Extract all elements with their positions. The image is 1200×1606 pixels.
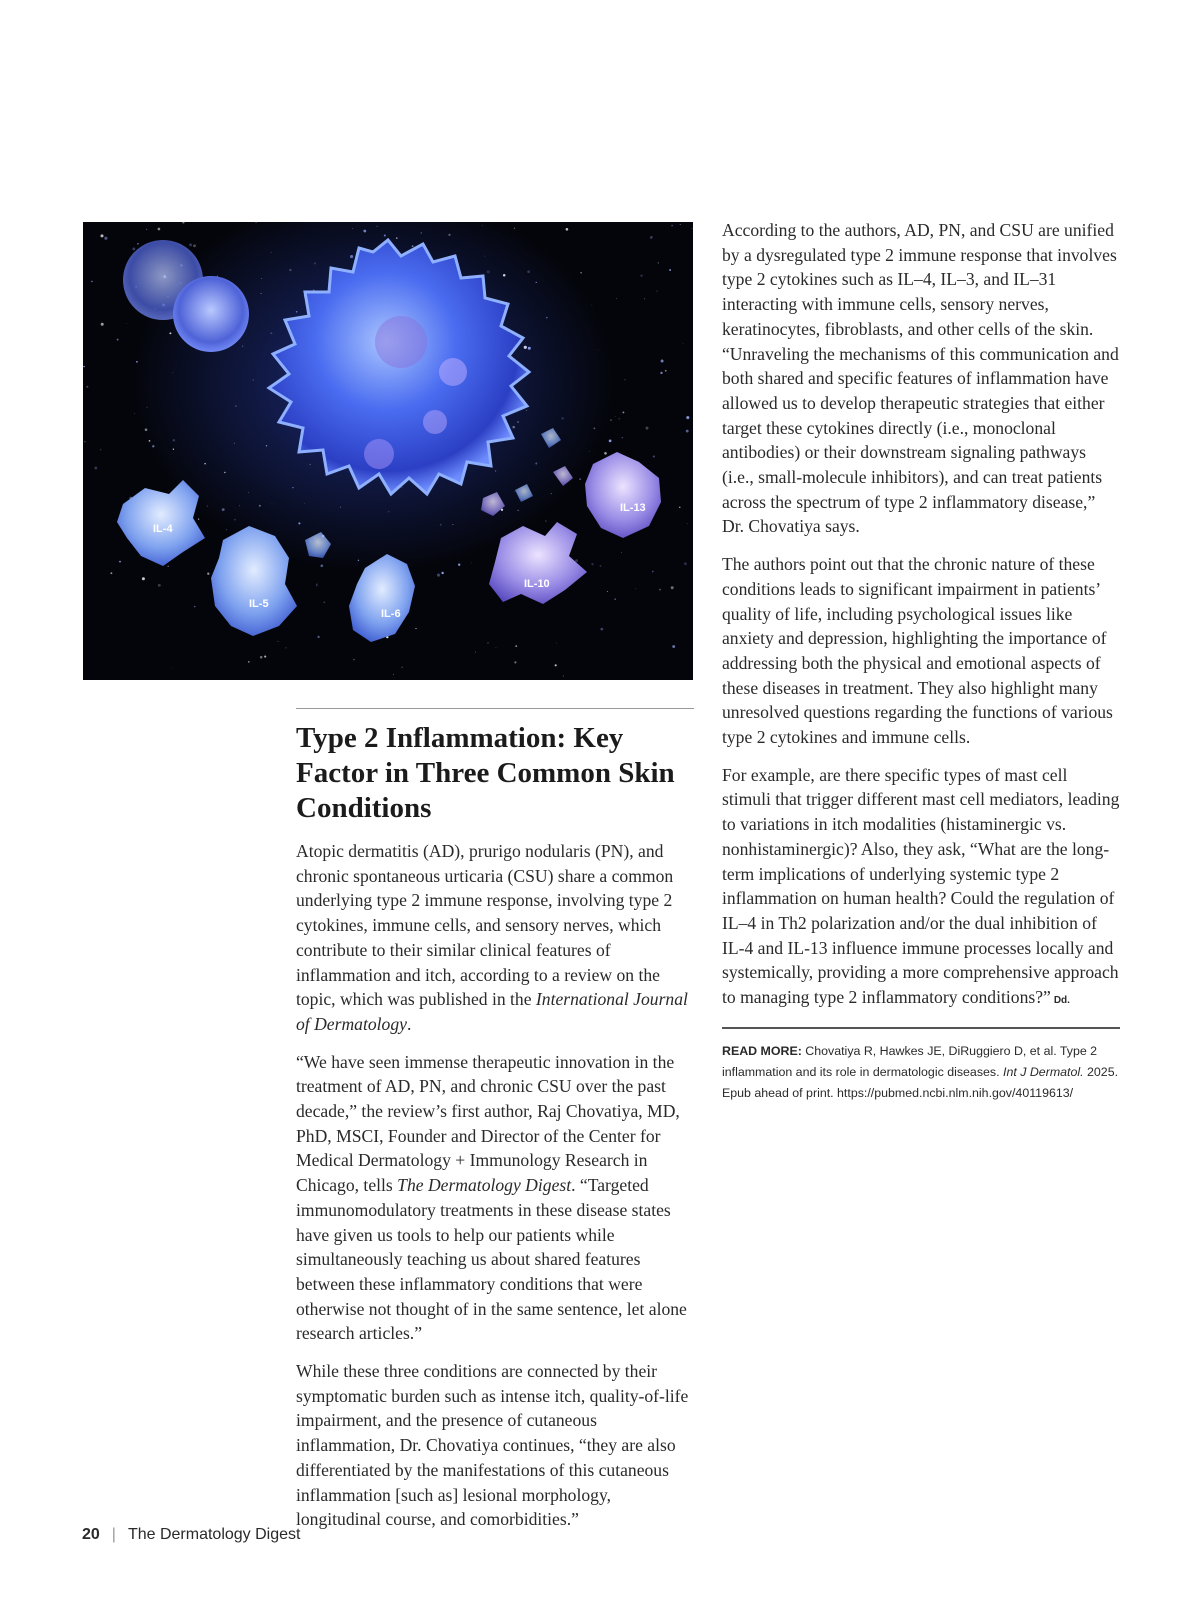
page-footer [82,1526,300,1544]
il10-label: IL-10 [524,578,550,590]
end-mark: Dd. [1053,995,1070,1007]
il4-label: IL-4 [153,523,173,535]
article-illustration [83,222,693,680]
il13-label: IL-13 [620,502,646,514]
paragraph-6: For example, are there specific types of mast cell stimuli that trigger different mast cell mediators, leading to variations in itch modalities (histaminergic vs. nonhistaminergic)? Also, they ask, “What are the long-term implications of underlying systemic type 2 inflammation on human health? Could the regulation of IL–4 in Th2 polarization and/or the dual inhibition of IL-4 and IL-13 influence immune processes locally and systemically, providing a more comprehensive approach to managing type 2 inflammatory conditions?” Dd. [722,764,1120,1008]
article-title: Type 2 Inflammation: Key Factor in Three Common Skin Conditions [296,722,675,824]
paragraph-2: “We have seen immense therapeutic innovation in the treatment of AD, PN, and chronic CSU over the past decade,” the review’s first author, Raj Chovatiya, MD, PhD, MSCI, Founder and Director of the Center for Medical Dermatology + Immunology Research in Chicago, tells The Dermatology Digest. “Targeted immunomodulatory treatments in these disease states have given us tools to help our patients while simultaneously teaching us about shared features between these inflammatory conditions that were otherwise not thought of in the same sentence, let alone research articles.” [296,1051,687,1344]
journal-name: International Journal of Dermatology [296,989,688,1034]
il5-label: IL-5 [249,598,269,610]
footer-separator: | [111,1526,116,1543]
small-cell-front [173,276,249,352]
paragraph-3: While these three conditions are connected by their symptomatic burden such as intense itch, quality-of-life impairment, and the presence of cutaneous inflammation, Dr. Chovatiya continues, “they are also differentiated by the manifestations of this cutaneous inflammation [such as] lesional morphology, longitudinal course, and comorbidities.” [296,1361,689,1530]
read-more: READ MORE: Chovatiya R, Hawkes JE, DiRuggiero D, et al. Type 2 inflammation and its role in dermatologic diseases. Int J Dermatol. 2025. Epub ahead of print. https://pubmed.ncbi.nlm.nih.gov/40119613/ [722,1043,1119,1100]
article-column-right [722,218,1120,1104]
read-more-label: READ MORE: [722,1043,802,1058]
paragraph-4: According to the authors, AD, PN, and CSU are unified by a dysregulated type 2 immune response that involves type 2 cytokines such as IL–4, IL–3, and IL–31 interacting with immune cells, sensory nerves, keratinocytes, fibroblasts, and other cells of the skin. “Unraveling the mechanisms of this communication and both shared and specific features of inflammation have allowed us to develop therapeutic strategies that either target these cytokines directly (i.e., monoclonal antibodies) or their downstream signaling pathways (i.e., small-molecule inhibitors), and can treat patients across the spectrum of type 2 inflammatory disease,” Dr. Chovatiya says. [722,220,1119,537]
publication-title: The Dermatology Digest [127,1526,301,1543]
paragraph-5: The authors point out that the chronic nature of these conditions leads to significant impairment in patients’ quality of life, including psychological issues like anxiety and depression, highlighting the importance of addressing both the physical and emotional aspects of these diseases in treatment. They also highlight many unresolved questions regarding the functions of various type 2 cytokines and immune cells. [722,554,1113,748]
page-number: 20 [82,1526,100,1543]
paragraph-1: Atopic dermatitis (AD), prurigo nodularis (PN), and chronic spontaneous urticaria (CSU) share a common underlying type 2 immune response, involving type 2 cytokines, immune cells, and sensory nerves, which contribute to their similar clinical features of inflammation and itch, according to a review on the topic, which was published in the International Journal of Dermatology. [296,841,688,1034]
publication-name: The Dermatology Digest [397,1175,572,1196]
il6-label: IL-6 [381,608,401,620]
article-column-left [296,708,694,1545]
title-rule [296,708,694,709]
end-rule [722,1027,1120,1029]
